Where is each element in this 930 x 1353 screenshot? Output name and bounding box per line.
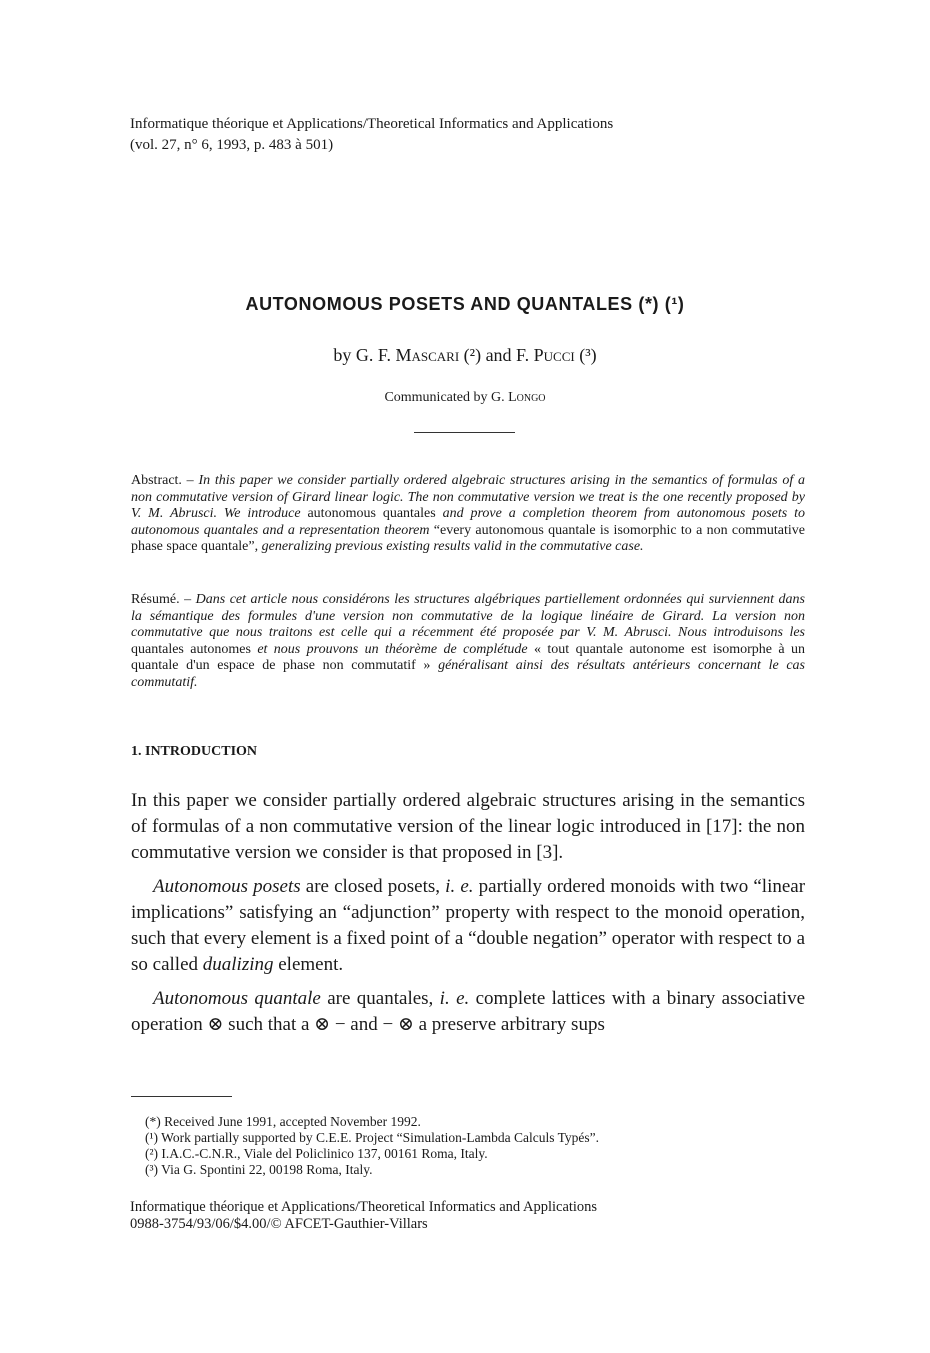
footnote-3: (³) Via G. Spontini 22, 00198 Roma, Italy. [145, 1162, 373, 1177]
communicated-name: Longo [508, 390, 546, 405]
footnote-0: (*) Received June 1991, accepted November 1992. [145, 1114, 421, 1129]
author1-note: (²) [463, 345, 482, 365]
para3-a: are quantales, [327, 988, 434, 1009]
para3-b: complete lattices with a binary associative operation ⊗ such that a ⊗ − and − ⊗ a preserve arbitrary sups [131, 988, 806, 1035]
footnote-divider [131, 1096, 232, 1097]
para2-c: element. [278, 954, 344, 975]
resume-label: Résumé. – [131, 592, 192, 607]
abstract-text-4: “every autonomous quantale is isomorphic to a non commutative phase space quantale”, [131, 522, 805, 554]
footer-journal: Informatique théorique et Applications/Theoretical Informatics and Applications [130, 1199, 598, 1215]
communicated-by [0, 390, 930, 406]
resume [131, 592, 805, 691]
paragraph-3 [131, 986, 805, 1038]
title-divider [414, 432, 515, 433]
journal-header [130, 114, 613, 156]
section-heading: 1. INTRODUCTION [131, 744, 258, 759]
footnote-2: (²) I.A.C.-C.N.R., Viale del Policlinico 137, 00161 Roma, Italy. [145, 1146, 488, 1161]
body-text [131, 788, 805, 1046]
authors-line [0, 345, 930, 366]
footnote-1: (¹) Work partially supported by C.E.E. Project “Simulation-Lambda Calculs Typés”. [145, 1130, 600, 1145]
paper-title: AUTONOMOUS POSETS AND QUANTALES (*) (¹) [245, 294, 685, 314]
abstract-text-2: autonomous quantales [307, 506, 436, 521]
para2-dual: dualizing [202, 954, 274, 975]
para2-a: are closed posets, [305, 876, 441, 897]
paragraph-1: In this paper we consider partially ordered algebraic structures arising in the semantics of formulas of a non commutative version of the linear logic introduced in [17]: the non commutative version we consider is that proposed in [3]. [131, 790, 805, 863]
authors-by: by G. F. [333, 345, 391, 365]
journal-name: Informatique théorique et Applications/Theoretical Informatics and Applications [130, 116, 614, 132]
author-pucci: Pucci [533, 345, 575, 365]
abstract-text-3: and prove a completion theorem from autonomous posets to autonomous quantales and a representation theorem [131, 506, 806, 538]
resume-text-4: « tout quantale autonome est isomorphe à un quantale d'un espace de phase non commutatif » [131, 641, 806, 673]
footnotes [145, 1114, 599, 1178]
resume-text-3: et nous prouvons un théorème de complétude [257, 641, 528, 657]
authors-and: and F. [485, 345, 530, 365]
para2-b: partially ordered monoids with two “linear implications” satisfying an “adjunction” property with respect to the monoid operation, such that every element is a fixed point of a “double negation” operator with respect to a so called [131, 876, 806, 975]
author2-note: (³) [579, 345, 597, 365]
para3-ie: i. e. [439, 988, 470, 1009]
journal-volume: (vol. 27, n° 6, 1993, p. 483 à 501) [130, 137, 334, 153]
abstract-label: Abstract. – [131, 473, 194, 488]
author-mascari: Mascari [395, 345, 460, 365]
resume-text-2: quantales autonomes [131, 641, 251, 657]
abstract-text-5: generalizing previous existing results valid in the commutative case. [261, 539, 644, 554]
para2-ie: i. e. [445, 876, 474, 897]
communicated-prefix: Communicated by G. [384, 390, 505, 405]
resume-text-1: Dans cet article nous considérons les structures algébriques partiellement ordonnées qui surviennent dans la sémantique des formules d'une version non commutative de la logique linéaire de Girard. La version non commutative que nous traitons est celle qui a récemment été proposée par V. M. Abrusci. Nous introduisons les [131, 592, 806, 640]
abstract-text-1: In this paper we consider partially ordered algebraic structures arising in the semantics of formulas of a non commutative version of Girard linear logic. The non commutative version we treat is the one recently proposed by V. M. Abrusci. We introduce [131, 473, 805, 521]
page-footer [130, 1199, 597, 1233]
para2-em: Autonomous posets [153, 876, 301, 897]
abstract [131, 473, 805, 556]
resume-text-5: généralisant ainsi des résultats antérieurs concernant le cas commutatif. [131, 658, 805, 690]
footer-copyright: 0988-3754/93/06/$4.00/© AFCET-Gauthier-Villars [130, 1216, 428, 1232]
para3-em: Autonomous quantale [153, 988, 321, 1009]
paragraph-2 [131, 874, 805, 978]
